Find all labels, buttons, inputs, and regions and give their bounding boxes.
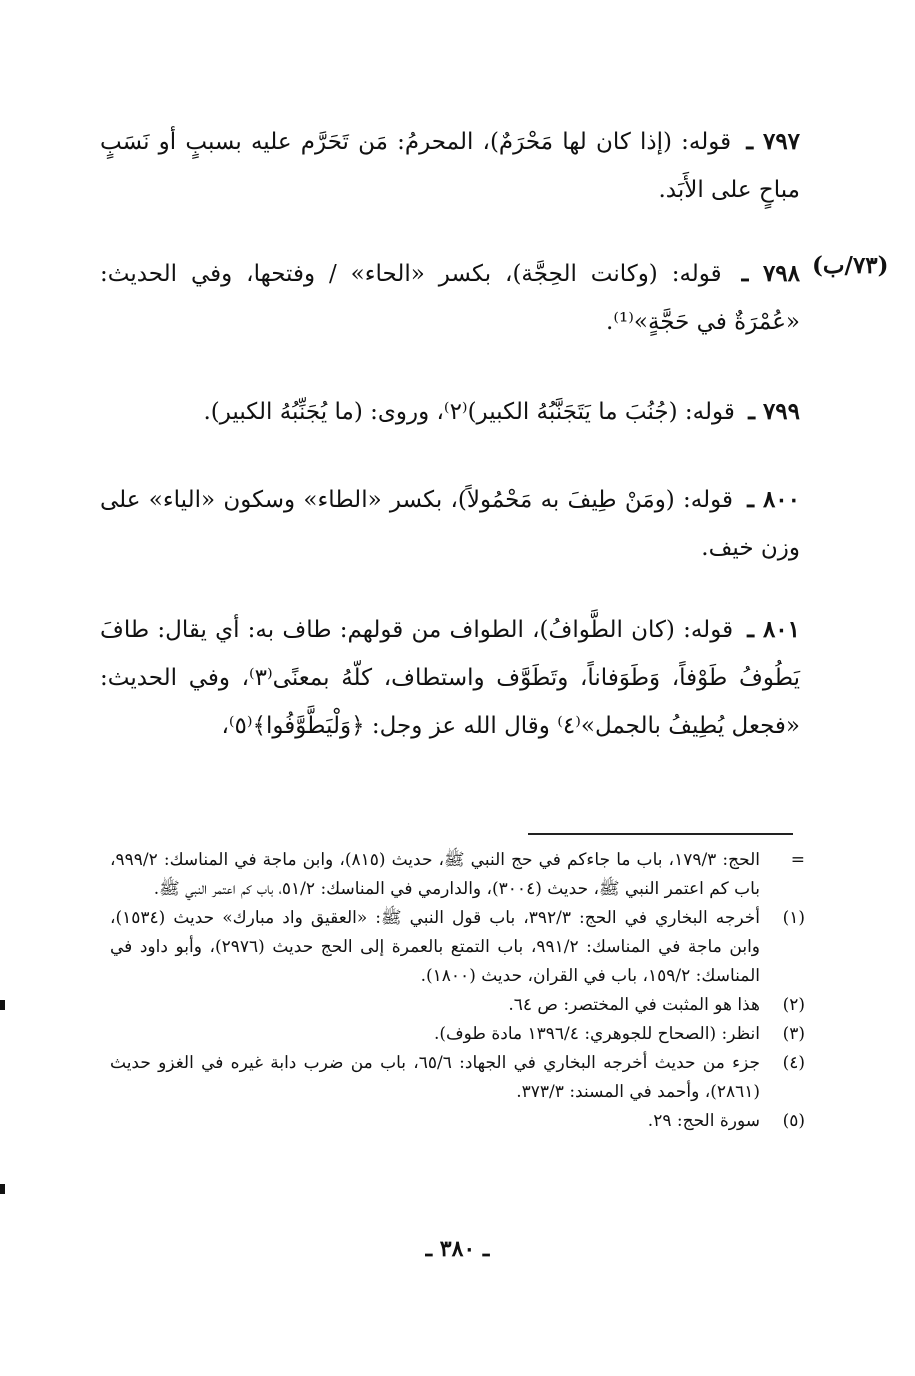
entry-text: قوله: (جُنُبَ ما يَتَجَنَّبُهُ الكبير)⁽٢⁾، وروى: (ما يُجَنِّبُهُ الكبير). [203, 399, 735, 425]
entry-798 [100, 250, 800, 346]
footnote-text: أخرجه البخاري في الحج: ٣٩٢/٣، باب قول النبي ﷺ: «العقيق واد مبارك» حديث (١٥٣٤)، وابن ماجة في المناسك: ٩٩١/٢، باب التمتع بالعمرة إلى الحج حديث (٢٩٧٦)، وأبو داود في المناسك: ١٥٩/٢، باب في القران، حديث (١٨٠٠). [110, 908, 760, 986]
footnote-text: الحج: ١٧٩/٣، باب ما جاءكم في حج النبي ﷺ، حديث (٨١٥)، وابن ماجة في المناسك: ٩٩٩/٢، باب كم اعتمر النبي ﷺ، حديث (٣٠٠٤)، والدارمي في المناسك: ٥١/٢، باب كم اعتمر النبي ﷺ. [110, 850, 760, 899]
entry-800 [100, 476, 800, 572]
footnote-text: جزء من حديث أخرجه البخاري في الجهاد: ٦٥/٦، باب من ضرب دابة غيره في الغزو حديث (٢٨٦١)، وأحمد في المسند: ٣٧٣/٣. [110, 1053, 760, 1102]
entry-number: ٨٠٠ ـ [747, 486, 801, 513]
footnote-1 [110, 904, 805, 991]
footnote-separator [528, 833, 793, 835]
entry-801 [100, 606, 800, 750]
footnote-mark: (٣) [782, 1024, 805, 1044]
footnote-text: هذا هو المثبت في المختصر: ص ٦٤. [508, 995, 760, 1015]
entry-number: ٧٩٩ ـ [748, 398, 800, 425]
entry-text: قوله: (كان الطَّوافُ)، الطواف من قولهم: طاف به: أي يقال: طافَ يَطُوفُ طَوْفاً، وَطَوَفاناً، وتَطَوَّف واستطاف، كلّهُ بمعنًى⁽٣⁾، وفي الحديث: «فجعل يُطِيفُ بالجمل»⁽٤⁾ وقال الله عز وجل: ﴿وَلْيَطَّوَّفُوا﴾⁽٥⁾، [100, 617, 800, 739]
footnote-4 [110, 1049, 805, 1107]
entry-799 [100, 388, 800, 436]
footnote-mark: (٥) [782, 1111, 805, 1131]
entry-text: قوله: (وكانت الحِجَّة)، بكسر «الحاء» / وفتحها، وفي الحديث: «عُمْرَةٌ في حَجَّةٍ»⁽¹⁾. [100, 261, 800, 335]
entry-number: ٨٠١ ـ [747, 616, 801, 643]
scan-edge-mark [0, 1184, 5, 1194]
footnote-2 [110, 991, 805, 1020]
footnotes [110, 846, 805, 1136]
entry-text: قوله: (ومَنْ طِيفَ به مَحْمُولاً)، بكسر «الطاء» وسكون «الياء» على وزن خيف. [100, 487, 800, 561]
page-number: ـ ٣٨٠ ـ [425, 1236, 490, 1262]
footnote-5 [110, 1107, 805, 1136]
footnote-mark: = [790, 850, 805, 870]
footnote-mark: (٤) [782, 1053, 805, 1073]
footnote-mark: (٢) [782, 995, 805, 1015]
entry-number: ٧٩٧ ـ [746, 128, 801, 155]
margin-manuscript-reference: (٧٣/ب) [812, 252, 889, 279]
footnote-continued [110, 846, 805, 904]
entry-number: ٧٩٨ ـ [741, 260, 801, 287]
footnote-3 [110, 1020, 805, 1049]
scan-edge-mark [0, 1000, 5, 1010]
footnote-text: انظر: (الصحاح للجوهري: ١٣٩٦/٤ مادة طوف). [433, 1024, 760, 1044]
footnote-text: سورة الحج: ٢٩. [647, 1111, 760, 1131]
entry-text: قوله: (إذا كان لها مَحْرَمٌ)، المحرمُ: مَن تَحَرَّم عليه بسببٍ أو نَسَبٍ مباحٍ على الأَبَد. [100, 129, 800, 203]
entry-797 [100, 118, 800, 214]
footnote-mark: (١) [782, 908, 805, 928]
